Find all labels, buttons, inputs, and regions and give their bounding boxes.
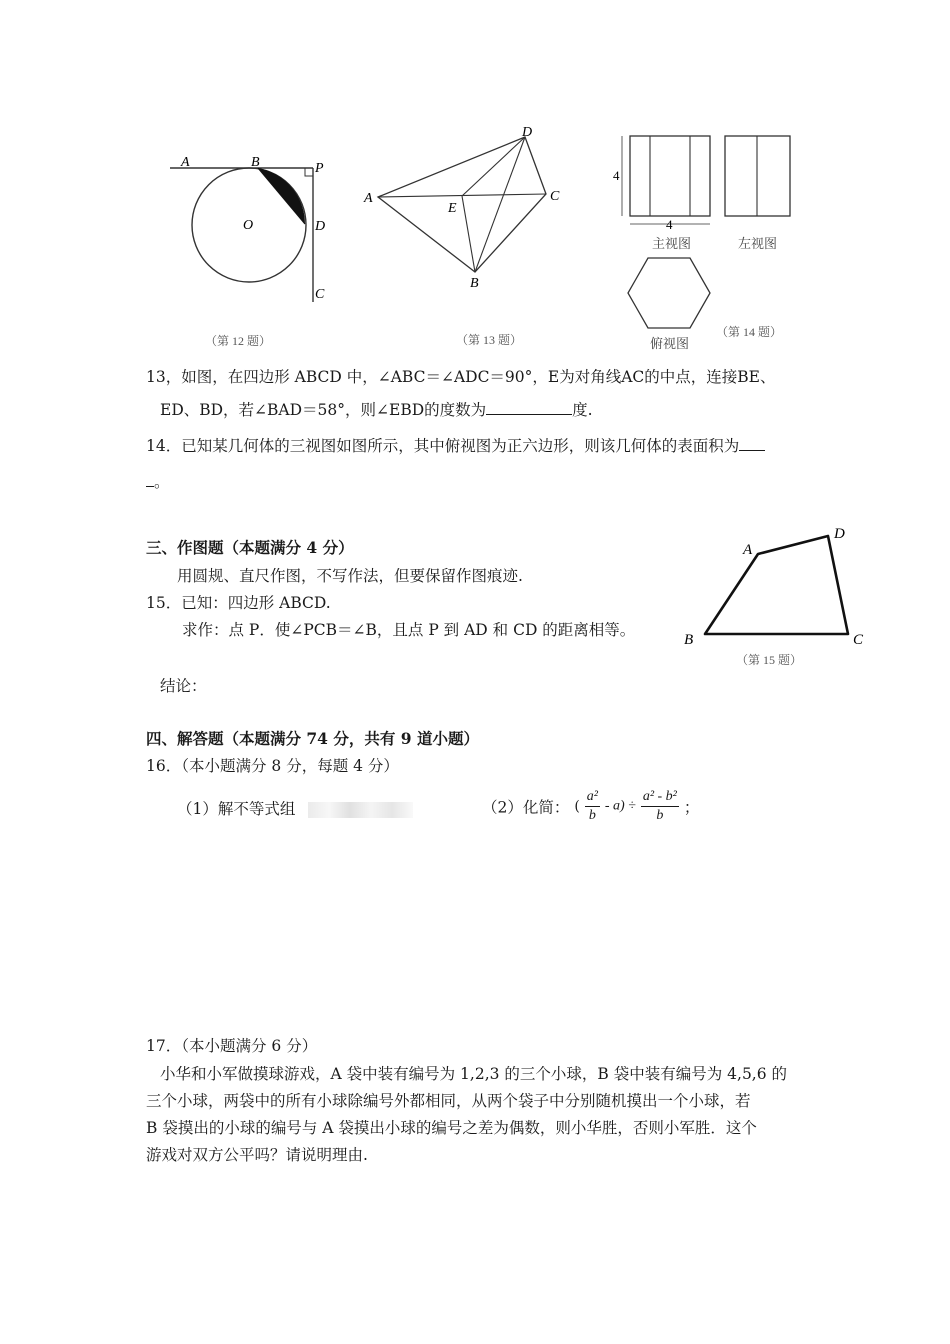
fig13-label-e: E [448, 201, 457, 216]
q16-part1-text: （1）解不等式组 [177, 800, 296, 818]
figure-12 [165, 150, 345, 350]
fig12-label-p: P [315, 161, 324, 176]
fig15-label-b: B [684, 632, 694, 648]
fig12-label-c: C [315, 287, 325, 302]
q14-answer-blank-b[interactable] [146, 472, 154, 487]
q16-frac1-den: b [588, 808, 596, 823]
fig12-label-a: A [181, 155, 190, 170]
q14-line1-text: 14．已知某几何体的三视图如图所示，其中俯视图为正六边形，则该几何体的表面积为 [146, 437, 740, 455]
fig14-caption: （第 14 题） [716, 325, 783, 339]
fig14-top-label: 俯视图 [650, 336, 690, 351]
q15-ask: 求作：点 P．使∠PCB＝∠B，且点 P 到 AD 和 CD 的距离相等。 [182, 621, 636, 639]
fig13-label-d: D [522, 125, 533, 140]
q17-line2: 三个小球，两袋中的所有小球除编号外都相同，从两个袋子中分别随机摸出一个小球，若 [146, 1092, 751, 1110]
fig13-label-c: C [550, 189, 560, 204]
fig12-label-b: B [251, 155, 260, 170]
q16-heading: 16．（本小题满分 8 分，每题 4 分） [146, 757, 399, 775]
fig12-label-o: O [243, 218, 254, 233]
sec3-instruction: 用圆规、直尺作图，不写作法，但要保留作图痕迹. [177, 567, 523, 585]
q17-line4: 游戏对双方公平吗？请说明理由. [146, 1146, 368, 1164]
q14-answer-blank-a[interactable] [739, 436, 765, 451]
fig13-label-b: B [470, 276, 479, 291]
figure-15 [680, 518, 870, 673]
q16-frac1-num: a² [585, 788, 600, 807]
fig12-caption: （第 12 题） [205, 334, 272, 348]
q16-expr-mid: - a) ÷ [604, 798, 636, 814]
q17-heading: 17．（本小题满分 6 分） [146, 1037, 318, 1055]
fig15-label-d: D [834, 526, 845, 542]
fig15-label-a: A [743, 542, 753, 558]
sec4-heading: 四、解答题（本题满分 74 分，共有 9 道小题） [146, 729, 479, 748]
fig14-front-label: 主视图 [652, 236, 692, 251]
q16-part2-text: （2）化简： [482, 798, 570, 817]
q17-line3: B 袋摸出的小球的编号与 A 袋摸出小球的编号之差为偶数，则小华胜，否则小军胜．这个 [146, 1119, 757, 1137]
fig13-label-a: A [364, 191, 373, 206]
q15-given: 15．已知：四边形 ABCD. [146, 594, 331, 612]
sec3-heading: 三、作图题（本题满分 4 分） [146, 538, 354, 557]
q16-part1 [177, 797, 413, 819]
q16-expr-open: ( [574, 798, 580, 815]
q16-part2 [482, 788, 699, 825]
q16-frac2-num: a² - b² [641, 788, 679, 807]
q14-line1 [146, 434, 765, 456]
q17-line1: 小华和小军做摸球游戏，A 袋中装有编号为 1,2,3 的三个小球，B 袋中装有编号为 4,5,6 的 [160, 1065, 788, 1083]
q14-line2 [146, 470, 170, 492]
fig15-label-c: C [853, 632, 864, 648]
q16-frac1 [585, 788, 600, 825]
q14-line2-end: 。 [154, 473, 170, 491]
figure-13 [360, 122, 575, 352]
figure-14 [610, 128, 810, 353]
q16-expr-end: ； [683, 798, 700, 817]
fig14-dim-height: 4 [613, 168, 620, 183]
q13-line2 [160, 398, 593, 420]
fig12-label-d: D [315, 219, 326, 234]
q13-line2-text: ED、BD，若∠BAD＝58°，则∠EBD的度数为 [160, 401, 487, 419]
fig15-caption: （第 15 题） [736, 653, 803, 667]
q16-part1-system [308, 802, 413, 818]
q13-line2-end: 度. [572, 401, 593, 419]
q15-conclusion: 结论： [160, 677, 207, 695]
q16-frac2 [641, 788, 679, 825]
fig13-caption: （第 13 题） [456, 333, 523, 347]
fig14-side-label: 左视图 [738, 236, 778, 251]
q13-line1: 13，如图，在四边形 ABCD 中，∠ABC＝∠ADC＝90°，E为对角线AC的中点，连接BE、 [146, 368, 776, 386]
q16-frac2-den: b [656, 808, 664, 823]
q13-answer-blank[interactable] [486, 400, 572, 415]
fig14-dim-width: 4 [666, 217, 673, 232]
